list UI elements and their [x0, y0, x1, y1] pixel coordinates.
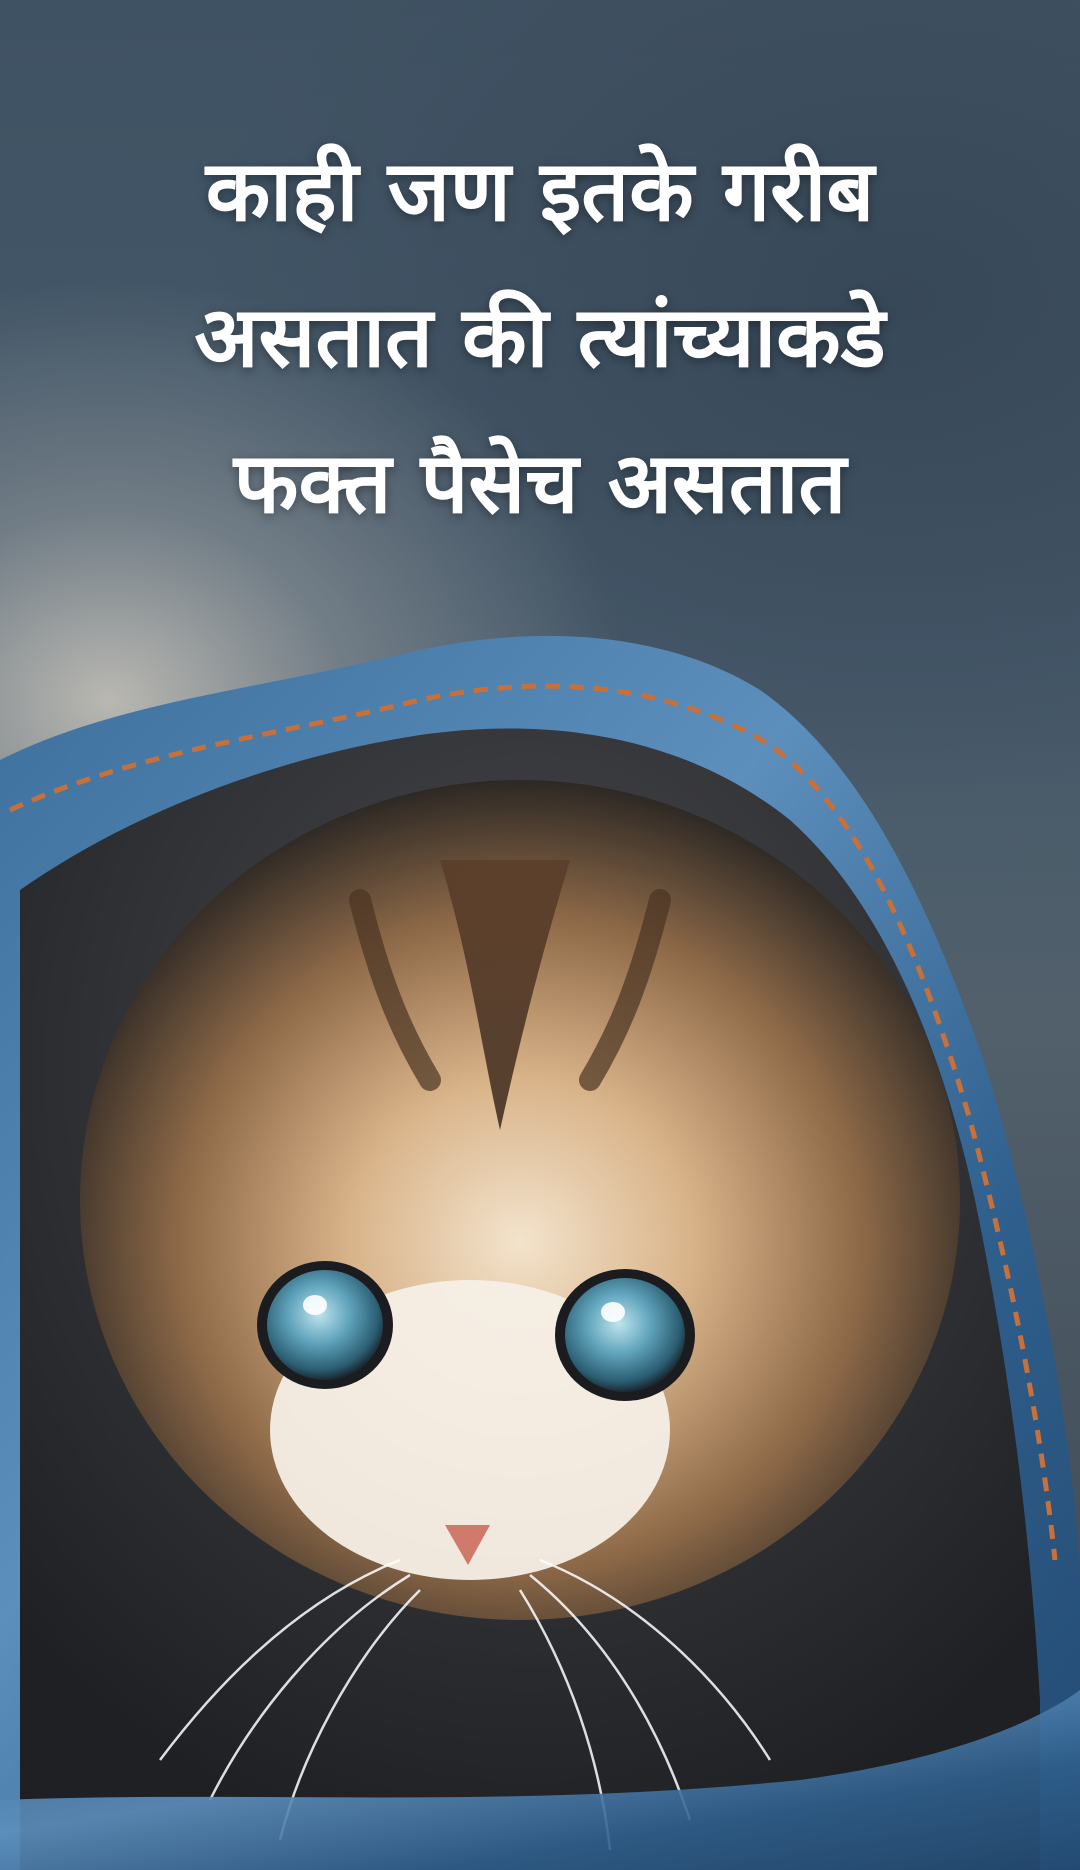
quote-line-2: असतात की त्यांच्याकडे	[194, 288, 886, 386]
quote-text	[0, 118, 1080, 556]
quote-line-3: फक्त पैसेच असतात	[233, 434, 847, 532]
quote-line-1: काही जण इतके गरीब	[205, 142, 875, 240]
